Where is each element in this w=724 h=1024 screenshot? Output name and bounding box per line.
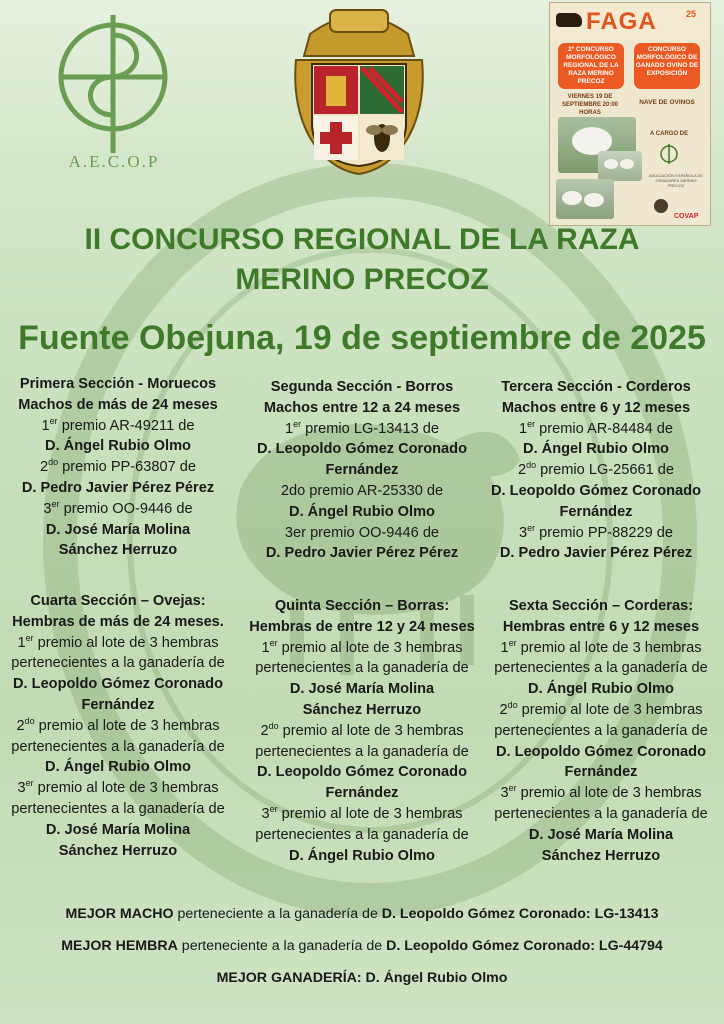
poster-sponsor-covap: COVAP bbox=[674, 213, 699, 220]
section-title: Primera Sección - Moruecos bbox=[19, 376, 217, 392]
best-female-line: MEJOR HEMBRA perteneciente a la ganadería de D. Leopoldo Gómez Coronado: LG-44794 bbox=[61, 938, 663, 954]
prize-line: pertenecientes a la ganadería de bbox=[494, 660, 708, 677]
prize-line: 1er premio AR-49211 de bbox=[41, 415, 195, 434]
section-tercera-corderos bbox=[478, 377, 714, 564]
section-title: Tercera Sección - Corderos bbox=[501, 379, 691, 395]
section-title: Cuarta Sección – Ovejas: bbox=[30, 593, 206, 609]
prize-line: 2do premio AR-25330 de bbox=[280, 482, 444, 499]
section-subtitle: Hembras de entre 12 y 24 meses bbox=[249, 618, 475, 635]
winner-name: D. Ángel Rubio Olmo bbox=[45, 759, 191, 776]
winner-name: Fernández bbox=[81, 696, 155, 713]
prize-line: pertenecientes a la ganadería de bbox=[11, 738, 225, 755]
winner-name: D. Ángel Rubio Olmo bbox=[528, 681, 674, 698]
poster-box-concurso-ovino: CONCURSO MORFOLÓGICO DE GANADO OVINO DE EXPOSICIÓN bbox=[634, 43, 700, 89]
section-title: Segunda Sección - Borros bbox=[270, 379, 454, 395]
poster-photo-sheep-2 bbox=[556, 179, 614, 219]
prize-line: $2^{do}$ premio al lote de 3 hembras bbox=[499, 700, 703, 718]
prize-line: pertenecientes a la ganadería de bbox=[255, 743, 469, 760]
winner-name: D. José María Molina bbox=[45, 521, 191, 538]
headline-line-1: II CONCURSO REGIONAL DE LA RAZA bbox=[84, 223, 640, 256]
section-primera-moruecos bbox=[0, 374, 236, 561]
section-subtitle: Machos de más de 24 meses bbox=[18, 396, 218, 413]
winner-name: Sánchez Herruzo bbox=[302, 701, 422, 718]
poster-sponsor-logo-icon bbox=[654, 199, 668, 213]
winner-name: D. Ángel Rubio Olmo bbox=[45, 438, 191, 455]
prize-line: pertenecientes a la ganadería de bbox=[255, 826, 469, 843]
winner-name: D. Pedro Javier Pérez Pérez bbox=[265, 545, 459, 562]
prize-line: 3er premio PP-88229 de bbox=[518, 522, 674, 541]
poster-aecop-logo-icon bbox=[658, 143, 680, 165]
prize-line: 3er premio al lote de 3 hembras bbox=[500, 783, 702, 802]
winner-name: D. José María Molina bbox=[45, 821, 191, 838]
section-quinta-borras bbox=[244, 596, 480, 866]
winner-name: D. Leopoldo Gómez Coronado bbox=[257, 441, 467, 458]
winner-name: Fernández bbox=[325, 462, 399, 479]
prize-line: pertenecientes a la ganadería de bbox=[494, 722, 708, 739]
best-herd-line bbox=[0, 968, 724, 988]
prize-line: 1er premio AR-84484 de bbox=[518, 418, 674, 437]
winner-name: D. José María Molina bbox=[289, 681, 435, 698]
prize-line: $2^{do}$ premio al lote de 3 hembras bbox=[16, 715, 220, 734]
poster-org-small: ASOCIACIÓN ESPAÑOLA DE CRIADORES MERINO PRECOZ bbox=[649, 173, 703, 188]
prize-line: 1er premio al lote de 3 hembras bbox=[500, 637, 702, 656]
faga-poster-thumbnail bbox=[549, 2, 711, 226]
section-title: Sexta Sección – Corderas: bbox=[508, 598, 694, 614]
best-male-value: D. Leopoldo Gómez Coronado: LG-13413 bbox=[381, 906, 659, 922]
best-female-label: MEJOR HEMBRA bbox=[61, 938, 178, 954]
winner-name: D. Ángel Rubio Olmo bbox=[523, 441, 669, 458]
coat-of-arms-icon bbox=[290, 4, 428, 176]
section-subtitle: Hembras entre 6 y 12 meses bbox=[502, 618, 700, 635]
prize-line: pertenecientes a la ganadería de bbox=[255, 660, 469, 677]
poster-cargo-label: A CARGO DE bbox=[650, 131, 689, 137]
section-subtitle: Machos entre 12 a 24 meses bbox=[263, 399, 461, 416]
winner-name: D. Pedro Javier Pérez Pérez bbox=[499, 545, 693, 562]
prize-line: $2^{do}$ premio PP-63807 de bbox=[39, 457, 197, 476]
prize-line: $2^{do}$ premio LG-25661 de bbox=[517, 460, 675, 479]
poster-year: 25 bbox=[686, 9, 697, 19]
poster-brand: FAGA bbox=[586, 8, 657, 35]
prize-line: 1er premio al lote de 3 hembras bbox=[17, 632, 219, 651]
best-male-line: MEJOR MACHO perteneciente a la ganadería de D. Leopoldo Gómez Coronado: LG-13413 bbox=[65, 906, 659, 922]
winner-name: Sánchez Herruzo bbox=[58, 542, 178, 559]
best-female-value: D. Leopoldo Gómez Coronado: LG-44794 bbox=[386, 938, 663, 954]
poster-date: VIERNES 19 DE SEPTIEMBRE 20:00 HORAS bbox=[561, 94, 619, 116]
winner-name: D. Leopoldo Gómez Coronado bbox=[496, 743, 706, 760]
poster-venue: NAVE DE OVINOS bbox=[639, 99, 695, 106]
winner-name: Sánchez Herruzo bbox=[58, 842, 178, 859]
winner-name: D. Leopoldo Gómez Coronado bbox=[491, 482, 701, 499]
winner-name: Sánchez Herruzo bbox=[541, 847, 661, 864]
prize-line: 3er premio OO-9446 de bbox=[284, 524, 440, 541]
winner-name: D. Ángel Rubio Olmo bbox=[289, 503, 435, 520]
section-subtitle: Hembras de más de 24 meses. bbox=[12, 613, 224, 630]
winner-name: Fernández bbox=[564, 764, 638, 781]
section-segunda-borros bbox=[244, 377, 480, 564]
prize-line: 1er premio al lote de 3 hembras bbox=[261, 637, 463, 656]
winner-name: D. Leopoldo Gómez Coronado bbox=[257, 764, 467, 781]
prize-line: 3er premio al lote de 3 hembras bbox=[261, 804, 463, 822]
prize-line: 3er premio al lote de 3 hembras bbox=[17, 778, 219, 797]
bull-icon bbox=[556, 13, 582, 27]
prize-line: pertenecientes a la ganadería de bbox=[11, 655, 225, 672]
winner-name: D. José María Molina bbox=[528, 826, 674, 843]
winner-name: D. Pedro Javier Pérez Pérez bbox=[21, 479, 215, 496]
headline-line-2: MERINO PRECOZ bbox=[235, 263, 489, 296]
prize-line: pertenecientes a la ganadería de bbox=[494, 805, 708, 822]
winner-name: Fernández bbox=[559, 503, 633, 520]
best-male-label: MEJOR MACHO bbox=[65, 906, 174, 922]
prize-line: pertenecientes a la ganadería de bbox=[11, 800, 225, 817]
poster-photo-sheep-3 bbox=[598, 151, 642, 181]
prize-line: 1er premio LG-13413 de bbox=[284, 418, 440, 437]
section-subtitle: Machos entre 6 y 12 meses bbox=[501, 399, 691, 416]
aecop-logo-icon bbox=[52, 6, 174, 174]
aecop-logo-text: A.E.C.O.P bbox=[68, 152, 160, 171]
best-herd-text: MEJOR GANADERÍA: D. Ángel Rubio Olmo bbox=[216, 970, 508, 986]
winner-name: D. Leopoldo Gómez Coronado bbox=[13, 676, 223, 693]
prize-line: 3er premio OO-9446 de bbox=[43, 498, 193, 517]
section-title: Quinta Sección – Borras: bbox=[274, 598, 450, 614]
poster-box-concurso-regional: 2º CONCURSO MORFOLÓGICO REGIONAL DE LA RAZA MERINO PRECOZ bbox=[558, 43, 624, 89]
section-sexta-corderas bbox=[483, 596, 719, 866]
winner-name: Fernández bbox=[325, 785, 399, 802]
prize-line: $2^{do}$ premio al lote de 3 hembras bbox=[260, 720, 464, 739]
winner-name: D. Ángel Rubio Olmo bbox=[289, 847, 435, 864]
headline-place-date: Fuente Obejuna, 19 de septiembre de 2025 bbox=[18, 319, 706, 357]
section-cuarta-ovejas bbox=[0, 591, 236, 861]
